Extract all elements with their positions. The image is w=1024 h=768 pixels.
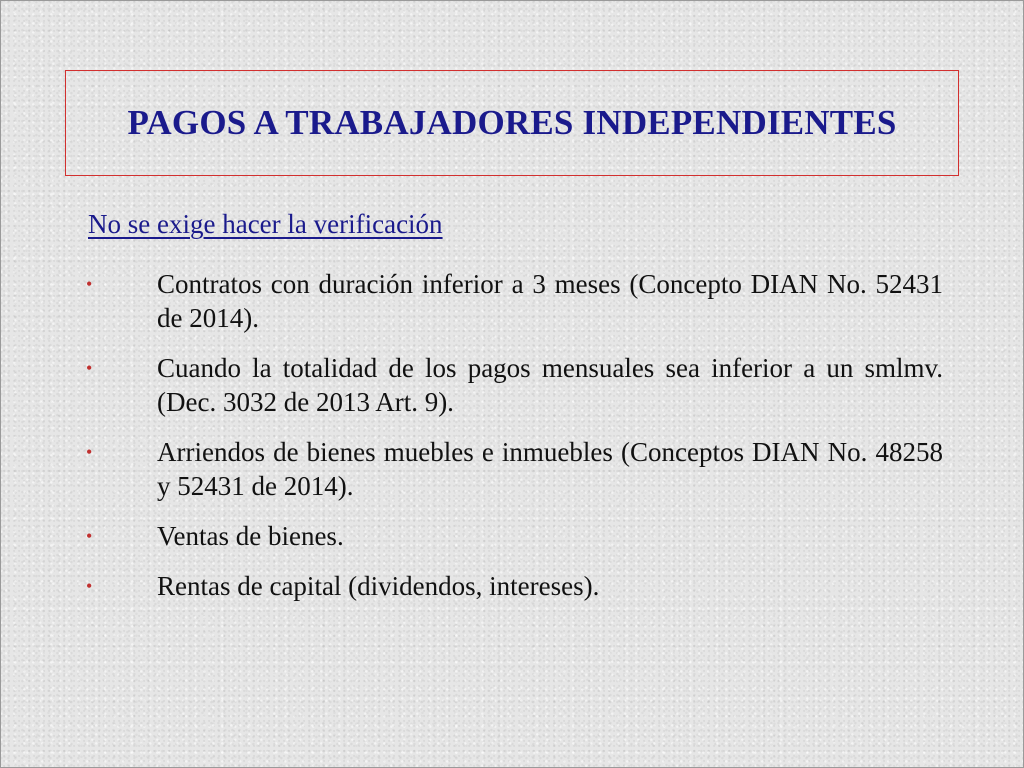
bullet-list [81, 267, 943, 619]
list-item [81, 519, 943, 553]
bullet-icon: • [86, 358, 93, 378]
list-item-text: Cuando la totalidad de los pagos mensuales sea inferior a un smlmv. (Dec. 3032 de 2013 Art. 9). [157, 353, 943, 417]
bullet-icon: • [86, 576, 93, 596]
list-item [81, 351, 943, 419]
slide-title: PAGOS A TRABAJADORES INDEPENDIENTES [127, 103, 897, 142]
bullet-icon: • [86, 526, 93, 546]
list-item [81, 267, 943, 335]
slide-subheading: No se exige hacer la verificación [88, 209, 443, 239]
list-item-text: Rentas de capital (dividendos, intereses). [157, 571, 600, 601]
title-box [65, 70, 959, 176]
bullet-icon: • [86, 274, 93, 294]
list-item-text: Arriendos de bienes muebles e inmuebles (Conceptos DIAN No. 48258 y 52431 de 2014). [157, 437, 943, 501]
list-item-text: Ventas de bienes. [157, 521, 344, 551]
list-item [81, 435, 943, 503]
list-item-text: Contratos con duración inferior a 3 meses (Concepto DIAN No. 52431 de 2014). [157, 269, 943, 333]
list-item [81, 569, 943, 603]
bullet-icon: • [86, 442, 93, 462]
